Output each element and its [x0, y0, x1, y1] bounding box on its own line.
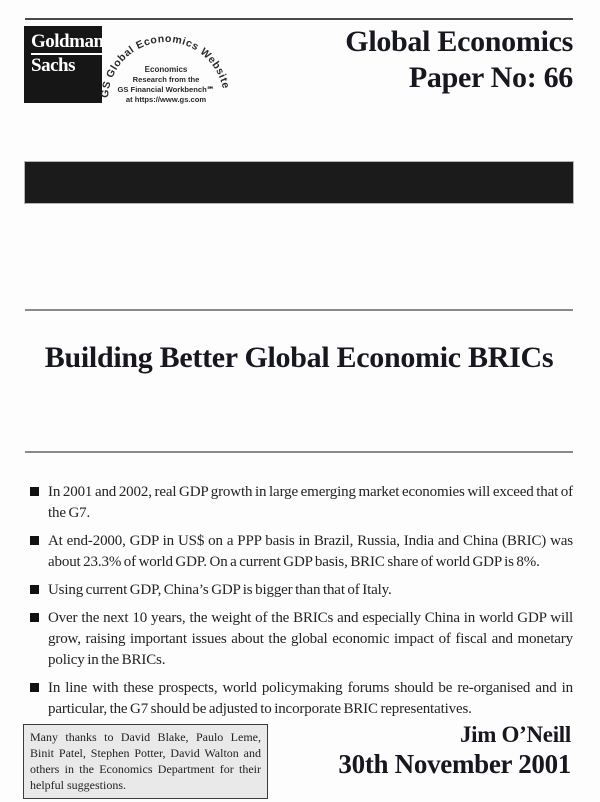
bullet-item — [30, 608, 573, 671]
series-title: Global Economics — [345, 25, 573, 58]
author-name: Jim O’Neill — [459, 722, 571, 747]
bullet-square-icon — [30, 613, 39, 622]
logo-text-sachs: Sachs — [31, 55, 75, 76]
bullet-item — [30, 531, 573, 573]
goldman-sachs-logo — [24, 26, 102, 103]
signature-block — [338, 721, 571, 780]
stamp-center-line-2: Research from the — [132, 75, 200, 84]
bullet-item — [30, 482, 573, 524]
black-divider-bar — [25, 162, 573, 203]
bullet-item — [30, 678, 573, 720]
bullet-square-icon — [30, 683, 39, 692]
bullet-square-icon — [30, 487, 39, 496]
stamp-center-line-1: Economics — [144, 65, 188, 74]
bullet-square-icon — [30, 585, 39, 594]
gs-website-stamp — [99, 24, 233, 112]
top-rule-divider — [25, 18, 573, 20]
bullet-text: Over the next 10 years, the weight of the BRICs and especially China in world GDP will grow, raising important issues about the global economic impact of fiscal and monetary policy in the BRICs. — [48, 610, 573, 668]
stamp-center-line-4: at https://www.gs.com — [125, 95, 207, 104]
paper-number: Paper No: 66 — [408, 61, 573, 94]
publication-date: 30th November 2001 — [338, 749, 571, 779]
logo-text-goldman: Goldman — [31, 32, 104, 55]
bullet-text: Using current GDP, China’s GDP is bigger than that of Italy. — [48, 582, 392, 598]
summary-bullet-list — [30, 482, 573, 727]
bullet-text: In 2001 and 2002, real GDP growth in large emerging market economies will exceed that of the G7. — [48, 484, 573, 521]
page-title: Building Better Global Economic BRICs — [44, 341, 554, 374]
title-rule-bottom — [25, 451, 573, 453]
bullet-text: In line with these prospects, world policymaking forums should be re-organised and in particular, the G7 should be adjusted to incorporate BRIC representatives. — [48, 680, 573, 717]
title-rule-top — [25, 309, 573, 311]
bullet-text: At end-2000, GDP in US$ on a PPP basis in Brazil, Russia, India and China (BRIC) was about 23.3% of world GDP. On a current GDP basis, BRIC share of world GDP is 8%. — [48, 533, 573, 570]
paper-header — [250, 24, 573, 96]
bullet-square-icon — [30, 536, 39, 545]
stamp-center-line-3: GS Financial Workbench℠ — [117, 85, 215, 94]
stamp-arc-text: GS Global Economics Website — [99, 32, 232, 99]
acknowledgement-box: Many thanks to David Blake, Paulo Leme, Binit Patel, Stephen Potter, David Walton and others in the Economics Department for their helpful suggestions. — [23, 724, 268, 799]
bullet-item — [30, 580, 573, 601]
